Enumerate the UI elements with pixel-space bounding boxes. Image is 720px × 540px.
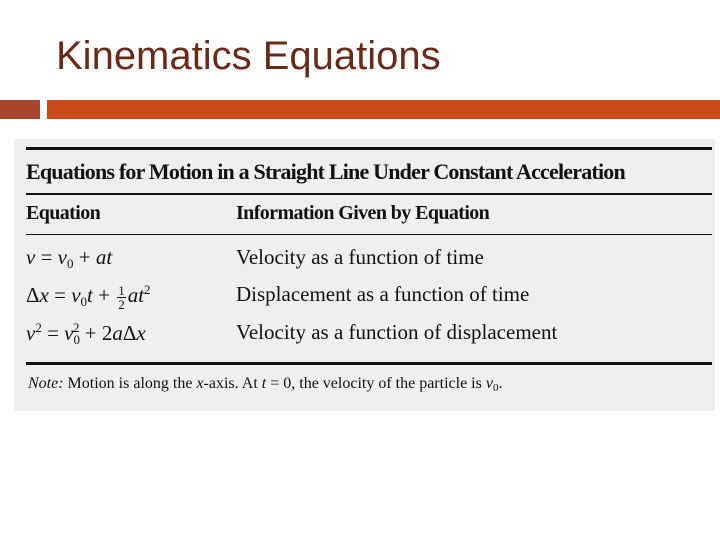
equation-velocity-displacement: $v^2 = v_0^2 + 2a\Delta x$ xyxy=(26,320,146,347)
table-rule-header xyxy=(26,234,712,235)
table-note: Note: Motion is along the x-axis. At t = 0, the velocity of the particle is $v_0$. xyxy=(28,375,503,394)
column-header-equation: Equation xyxy=(26,202,101,224)
table-rule-title xyxy=(26,193,712,195)
equations-table xyxy=(14,139,715,411)
table-rule-top xyxy=(26,147,712,150)
column-header-info: Information Given by Equation xyxy=(236,202,490,224)
info-velocity-time: Velocity as a function of time xyxy=(236,245,484,269)
info-velocity-displacement: Velocity as a function of displacement xyxy=(236,320,558,344)
note-label: Note: xyxy=(28,375,64,392)
accent-bar-right xyxy=(47,100,720,119)
table-title: Equations for Motion in a Straight Line Under Constant Acceleration xyxy=(26,159,625,184)
table-rule-bottom xyxy=(26,362,712,365)
slide-title: Kinematics Equations xyxy=(56,34,441,78)
equation-velocity-time: $v = v_0$ + at xyxy=(26,245,113,271)
accent-bar-left xyxy=(0,100,40,119)
info-displacement-time: Displacement as a function of time xyxy=(236,282,530,306)
equation-displacement-time: $\Delta x = v_0t$ + $\frac{1}{2}$ $at^2$ xyxy=(26,282,151,312)
